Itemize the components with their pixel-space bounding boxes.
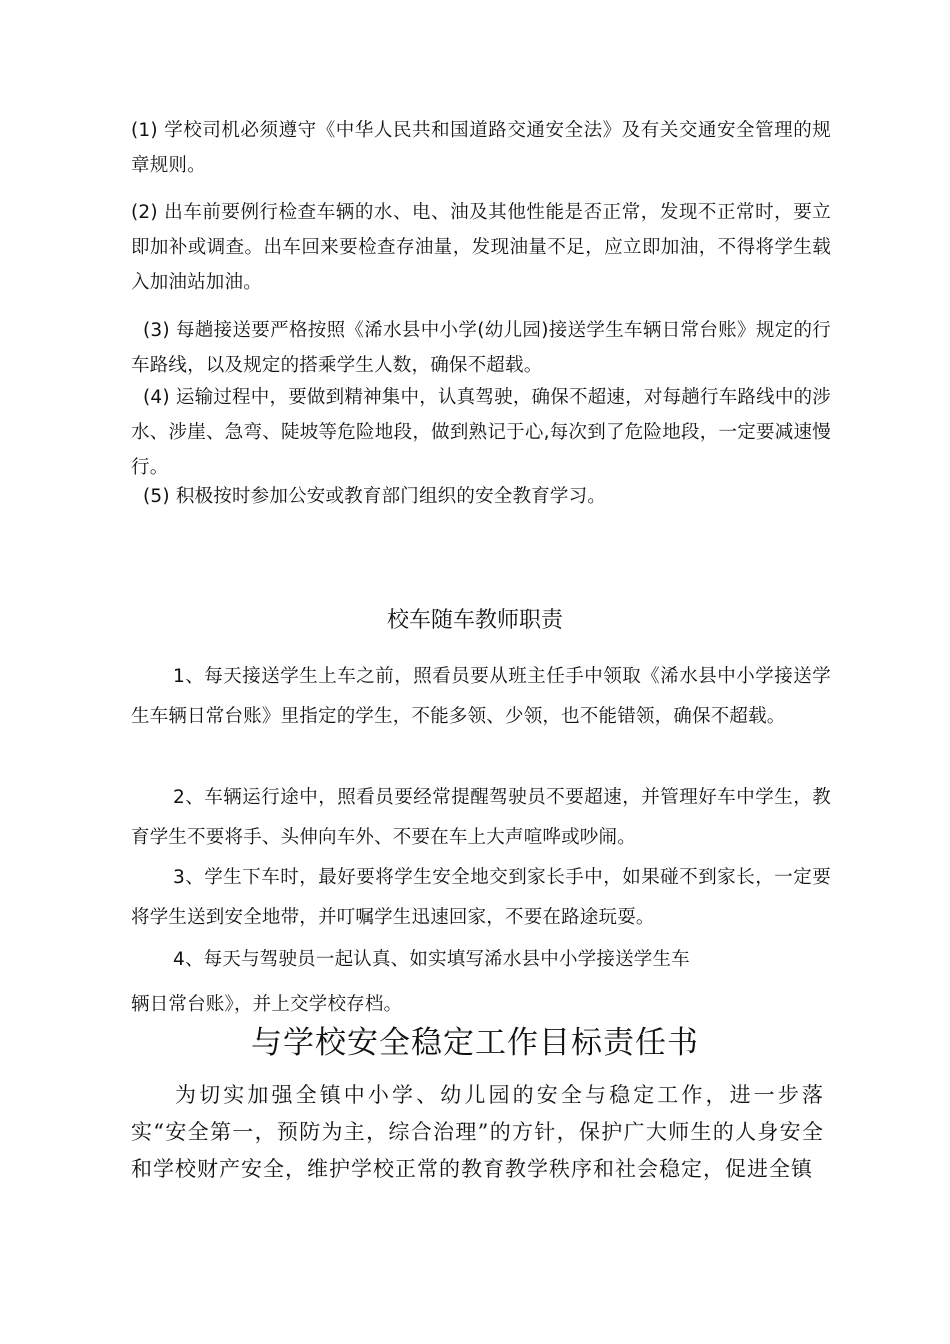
teacher-duty-4-line-2: 辆日常台账》，并上交学校存档。: [131, 994, 403, 1015]
driver-rule-4: (4) 运输过程中，要做到精神集中，认真驾驶，确保不超速，对每趟行车路线中的涉水、涉崖、急弯、陡坡等危险地段，做到熟记于心,每次到了危险地段，一定要减速慢行。: [131, 387, 831, 478]
teacher-duty-2: 2、车辆运行途中，照看员要经常提醒驾驶员不要超速，并管理好车中学生，教育学生不要将手、头伸向车外、不要在车上大声喧哗或吵闹。: [131, 787, 831, 848]
driver-rule-3: (3) 每趟接送要严格按照《浠水县中小学(幼儿园)接送学生车辆日常台账》规定的行车路线，以及规定的搭乘学生人数，确保不超载。: [131, 320, 831, 376]
teacher-section-title: 校车随车教师职责: [386, 608, 563, 633]
responsibility-intro: 为切实加强全镇中小学、幼儿园的安全与稳定工作，进一步落实“安全第一，预防为主，综合治理”的方针，保护广大师生的人身安全和学校财产安全，维护学校正常的教育教学秩序和社会稳定，促进全镇: [131, 1083, 824, 1181]
teacher-duty-3: 3、学生下车时，最好要将学生安全地交到家长手中，如果碰不到家长，一定要将学生送到安全地带，并叮嘱学生迅速回家，不要在路途玩耍。: [131, 867, 831, 928]
teacher-duty-1: 1、每天接送学生上车之前，照看员要从班主任手中领取《浠水县中小学接送学生车辆日常台账》里指定的学生，不能多领、少领，也不能错领，确保不超载。: [131, 666, 831, 727]
driver-rule-5: (5) 积极按时参加公安或教育部门组织的安全教育学习。: [143, 486, 606, 507]
driver-rule-1: (1) 学校司机必须遵守《中华人民共和国道路交通安全法》及有关交通安全管理的规章规则。: [131, 120, 831, 176]
teacher-duty-4-line-1: 4、每天与驾驶员一起认真、如实填写浠水县中小学接送学生车: [173, 949, 690, 970]
driver-rule-2: (2) 出车前要例行检查车辆的水、电、油及其他性能是否正常，发现不正常时，要立即加补或调查。出车回来要检查存油量，发现油量不足，应立即加油，不得将学生载入加油站加油。: [131, 202, 831, 293]
responsibility-title: 与学校安全稳定工作目标责任书: [251, 1025, 699, 1061]
